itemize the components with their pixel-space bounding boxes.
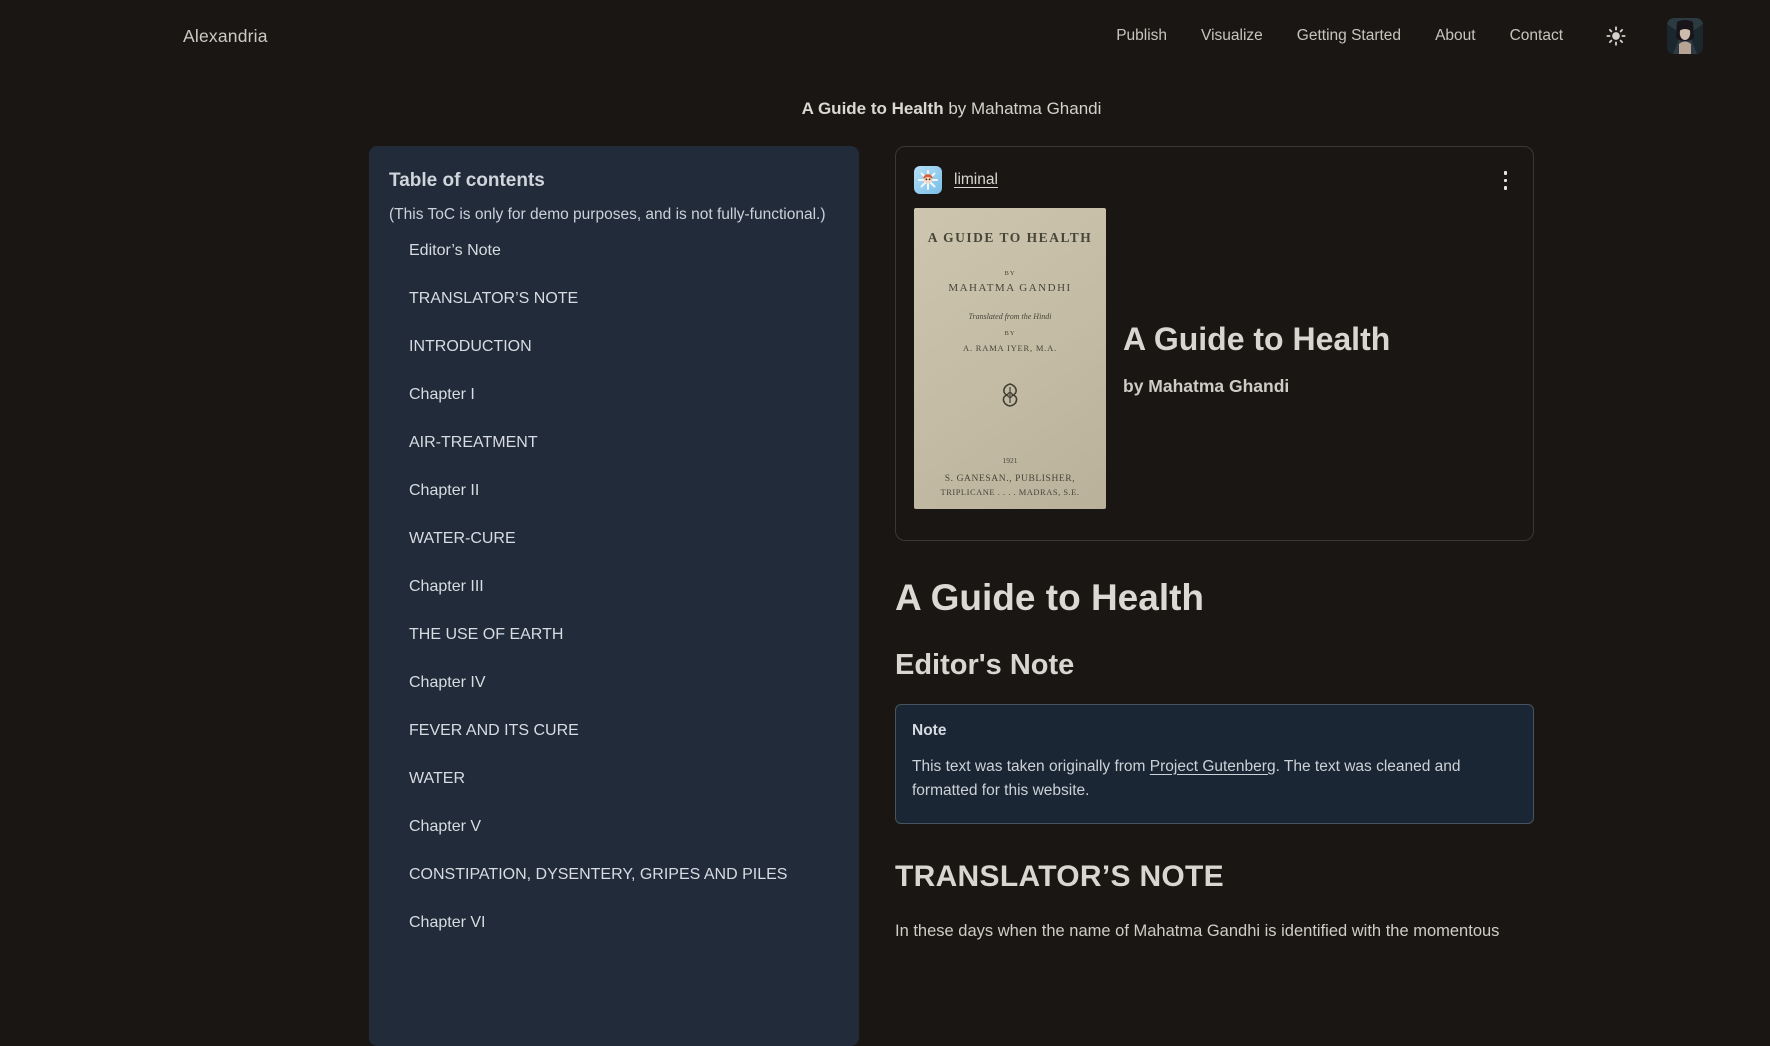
nav-link-visualize[interactable]: Visualize	[1201, 27, 1263, 44]
nav-links	[1116, 18, 1703, 54]
nav-link-about[interactable]: About	[1435, 27, 1476, 44]
table-of-contents	[369, 146, 859, 1046]
kebab-menu-icon[interactable]	[1496, 165, 1516, 196]
toc-link-chapter-1[interactable]: Chapter I	[409, 386, 475, 403]
toc-list	[389, 241, 835, 933]
toc-link-chapter-4[interactable]: Chapter IV	[409, 674, 486, 691]
article-paragraph: In these days when the name of Mahatma Gandhi is identified with the momentous	[895, 921, 1500, 940]
toc-link-water-cure[interactable]: WATER-CURE	[409, 530, 516, 547]
toc-link-chapter-6[interactable]: Chapter VI	[409, 914, 486, 931]
book-card-titles	[1123, 319, 1390, 397]
cover-by-label: BY	[1004, 269, 1016, 277]
toc-item	[409, 865, 835, 885]
toc-item	[409, 481, 835, 501]
sun-icon	[1605, 25, 1627, 47]
editors-note-heading: Editor's Note	[895, 648, 1075, 681]
translators-note-heading: TRANSLATOR’S NOTE	[895, 859, 1224, 893]
toc-link-fever-and-its-cure[interactable]: FEVER AND ITS CURE	[409, 722, 579, 739]
publisher-avatar[interactable]	[914, 166, 942, 194]
toc-link-chapter-3[interactable]: Chapter III	[409, 578, 484, 595]
toc-link-introduction[interactable]: INTRODUCTION	[409, 338, 532, 355]
toc-item	[409, 769, 835, 789]
book-card	[895, 146, 1534, 541]
toc-item	[409, 385, 835, 405]
book-card-title: A Guide to Health	[1123, 321, 1391, 357]
toc-item	[409, 817, 835, 837]
cover-translated-line: Translated from the Hindi	[968, 311, 1052, 321]
printer-emblem-icon	[998, 381, 1022, 414]
theme-toggle-button[interactable]	[1603, 23, 1629, 49]
book-card-body	[914, 208, 1515, 509]
nav-link-publish[interactable]: Publish	[1116, 27, 1168, 44]
article-title: A Guide to Health	[895, 576, 1205, 618]
book-card-header	[914, 165, 1515, 196]
toc-item	[409, 529, 835, 549]
cover-title: A GUIDE TO HEALTH	[927, 229, 1093, 245]
toc-link-use-of-earth[interactable]: THE USE OF EARTH	[409, 626, 564, 643]
note-callout-text: This text was taken originally from Project Gutenberg. The text was cleaned and formatted for this website.	[912, 757, 1461, 799]
user-avatar[interactable]	[1667, 18, 1703, 54]
content-columns	[369, 146, 1534, 1046]
toc-link-translators-note[interactable]: TRANSLATOR’S NOTE	[409, 290, 579, 307]
toc-link-editors-note[interactable]: Editor’s Note	[409, 242, 501, 259]
toc-title: Table of contents	[389, 170, 545, 191]
toc-item	[409, 433, 835, 453]
toc-item	[409, 337, 835, 357]
page-title-byline: by Mahatma Ghandi	[943, 99, 1102, 118]
nav-link-getting-started[interactable]: Getting Started	[1296, 27, 1402, 44]
page-title	[369, 99, 1534, 119]
cover-publisher-line-2: TRIPLICANE . . . . MADRAS, S.E.	[940, 486, 1080, 497]
note-callout-label: Note	[912, 721, 947, 739]
cover-year: 1921	[1002, 455, 1018, 465]
toc-item	[409, 289, 835, 309]
brand-logo[interactable]: Alexandria	[183, 25, 268, 46]
cover-author: MAHATMA GANDHI	[948, 281, 1072, 294]
toc-link-chapter-2[interactable]: Chapter II	[409, 482, 480, 499]
cover-translator: A. RAMA IYER, M.A.	[963, 342, 1057, 353]
toc-subtitle: (This ToC is only for demo purposes, and is not fully-functional.)	[389, 206, 826, 223]
toc-item	[409, 673, 835, 693]
toc-item	[409, 721, 835, 741]
toc-link-constipation[interactable]: CONSTIPATION, DYSENTERY, GRIPES AND PILES	[409, 866, 788, 883]
toc-link-water[interactable]: WATER	[409, 770, 465, 787]
project-gutenberg-link[interactable]: Project Gutenberg	[1149, 757, 1276, 775]
toc-item	[409, 241, 835, 261]
toc-item	[409, 913, 835, 933]
note-callout	[895, 704, 1534, 824]
toc-link-chapter-5[interactable]: Chapter V	[409, 818, 482, 835]
cover-publisher-line-1: S. GANESAN., PUBLISHER,	[944, 473, 1076, 484]
publisher-link[interactable]: liminal	[954, 171, 998, 189]
page-title-book: A Guide to Health	[801, 99, 944, 118]
toc-item	[409, 577, 835, 597]
top-nav	[0, 0, 1770, 72]
toc-item	[409, 625, 835, 645]
book-card-author: by Mahatma Ghandi	[1123, 376, 1290, 396]
toc-link-air-treatment[interactable]: AIR-TREATMENT	[409, 434, 538, 451]
nav-link-contact[interactable]: Contact	[1509, 27, 1563, 44]
article-column	[895, 146, 1534, 1046]
cover-by-label-2: BY	[1004, 329, 1016, 337]
book-cover-image	[914, 208, 1106, 509]
